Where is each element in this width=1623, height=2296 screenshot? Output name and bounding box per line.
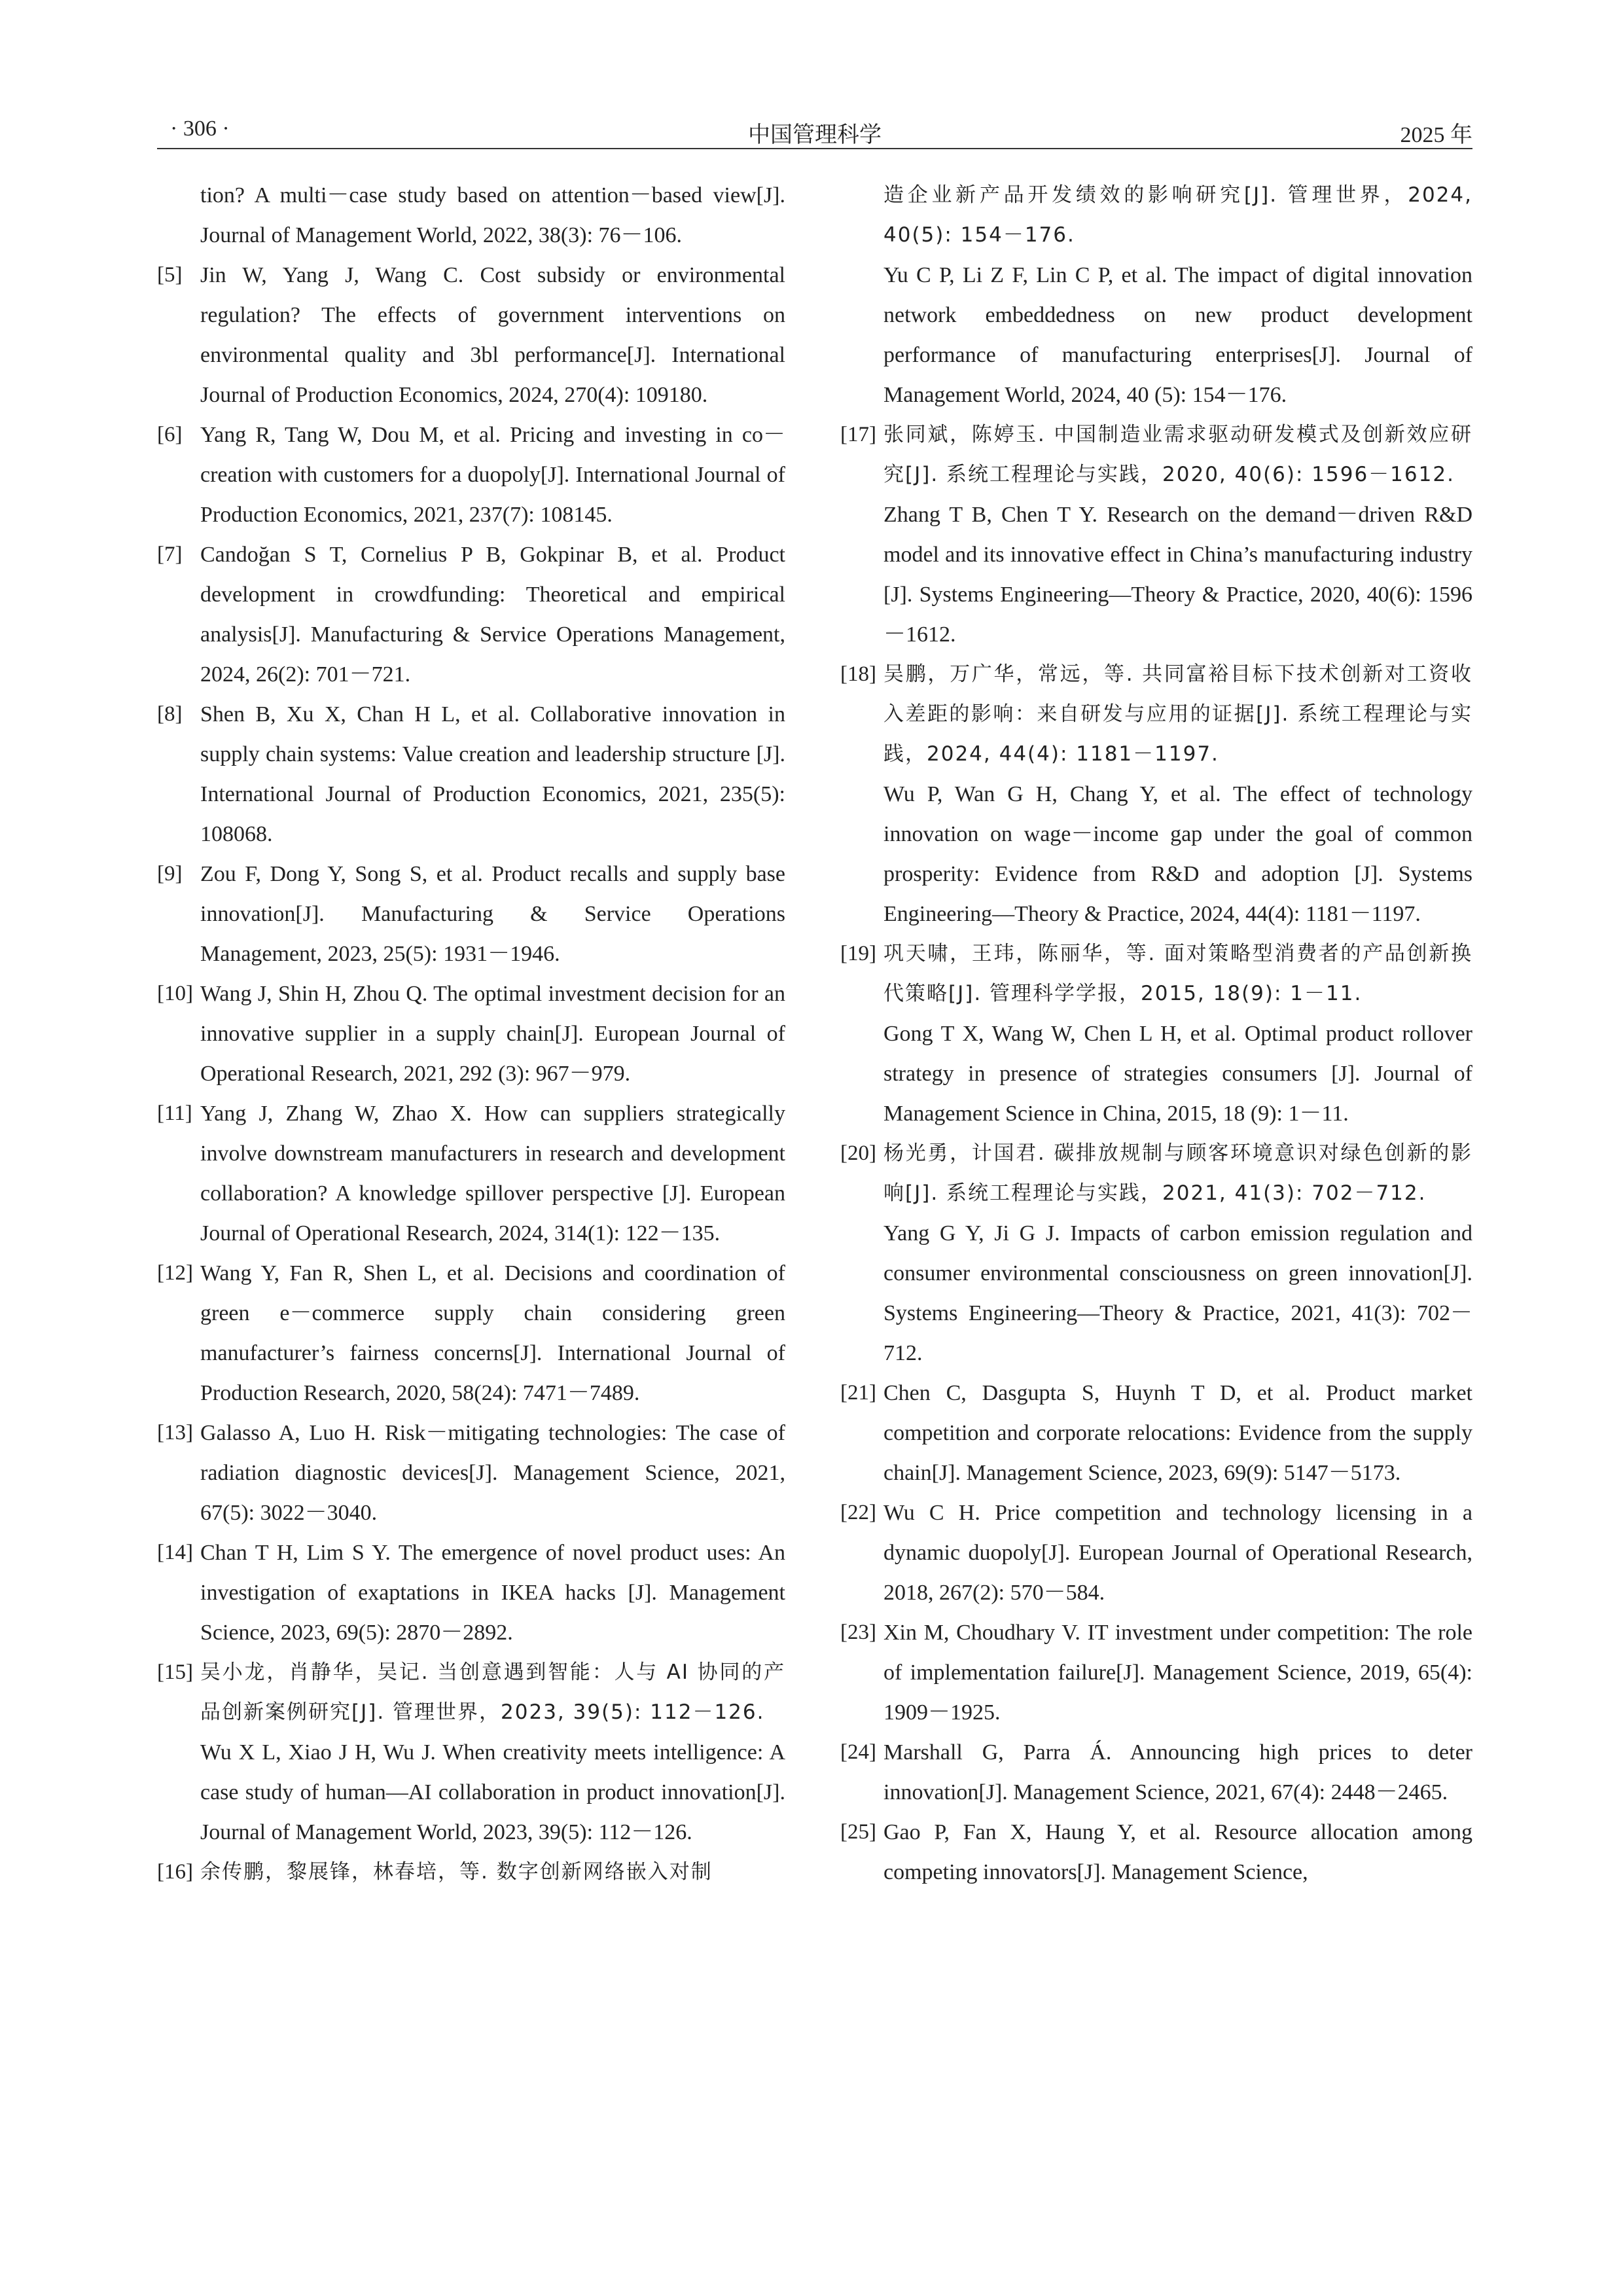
reference-text-english: Wu X L, Xiao J H, Wu J. When creativity meets intelligence: A case study of human—AI collaboration in product innovation[J]. Journal of Management World, 2023, 39(5): 112－126. [200, 1740, 785, 1844]
reference-number: [15] [157, 1660, 193, 1684]
reference-entry [840, 1493, 1472, 1613]
reference-number: [6] [157, 423, 183, 446]
reference-entry [157, 175, 785, 255]
reference-entry [157, 255, 785, 415]
reference-number: [12] [157, 1261, 193, 1285]
reference-entry [840, 1812, 1472, 1892]
reference-number: [24] [840, 1740, 876, 1764]
reference-number: [16] [157, 1860, 193, 1884]
reference-entry [157, 1253, 785, 1413]
reference-text-english: Chan T H, Lim S Y. The emergence of novel product uses: An investigation of exaptations in IKEA hacks [J]. Management Science, 2023, 69(5): 2870－2892. [200, 1541, 785, 1645]
reference-text-english: Yang G Y, Ji G J. Impacts of carbon emission regulation and consumer environmental consciousness on green innovation[J]. Systems Engineering—Theory & Practice, 2021, 41(3): 702－712. [883, 1221, 1472, 1365]
reference-number: [20] [840, 1141, 876, 1165]
reference-number: [10] [157, 982, 193, 1005]
reference-text-chinese: 杨光勇，计国君. 碳排放规制与顾客环境意识对绿色创新的影响[J]. 系统工程理论与实践，2021, 41(3): 702－712. [883, 1141, 1472, 1205]
reference-text-english: Yu C P, Li Z F, Lin C P, et al. The impact of digital innovation network embeddedness on new product development performance of manufacturing enterprises[J]. Journal of Management World, 2024, 40 (5): 154－176. [883, 263, 1472, 407]
reference-entry [840, 1613, 1472, 1732]
reference-text-english: Wu C H. Price competition and technology licensing in a dynamic duopoly[J]. European Journal of Operational Research, 2018, 267(2): 570－584. [883, 1501, 1472, 1605]
reference-text-english: Gao P, Fan X, Haung Y, et al. Resource allocation among competing innovators[J]. Management Science, [883, 1820, 1472, 1884]
reference-entry [157, 1852, 785, 1892]
reference-text-chinese: 吴鹏，万广华，常远，等. 共同富裕目标下技术创新对工资收入差距的影响：来自研发与应用的证据[J]. 系统工程理论与实践，2024, 44(4): 1181－1197. [883, 662, 1472, 766]
reference-entry [840, 415, 1472, 655]
reference-entry [157, 415, 785, 535]
reference-text-chinese: 余传鹏，黎展锋，林春培，等. 数字创新网络嵌入对制 [200, 1860, 713, 1884]
reference-number: [25] [840, 1820, 876, 1844]
reference-number: [7] [157, 543, 183, 566]
publication-year: 2025 年 [1400, 123, 1472, 147]
reference-number: [21] [840, 1381, 876, 1405]
reference-text-english: Zhang T B, Chen T Y. Research on the demand－driven R&D model and its innovative effect in China’s manufacturing industry [J]. Systems Engineering—Theory & Practice, 2020, 40(6): 1596－1612. [883, 503, 1472, 647]
reference-text-english: Jin W, Yang J, Wang C. Cost subsidy or environmental regulation? The effects of government interventions on environmental quality and 3bl performance[J]. International Journal of Production Economics, 2024, 270(4): 109180. [200, 263, 785, 407]
reference-entry [157, 854, 785, 974]
reference-entry [157, 974, 785, 1094]
reference-text-english: Wang J, Shin H, Zhou Q. The optimal investment decision for an innovative supplier in a supply chain[J]. European Journal of Operational Research, 2021, 292 (3): 967－979. [200, 982, 785, 1086]
reference-text-english: Yang R, Tang W, Dou M, et al. Pricing and investing in co－creation with customers for a duopoly[J]. International Journal of Production Economics, 2021, 237(7): 108145. [200, 423, 785, 527]
reference-entry [840, 1134, 1472, 1373]
reference-text-english: Wang Y, Fan R, Shen L, et al. Decisions and coordination of green e－commerce supply chain considering green manufacturer’s fairness concerns[J]. International Journal of Production Research, 2020, 58(24): 7471－7489. [200, 1261, 785, 1405]
reference-text-english: Gong T X, Wang W, Chen L H, et al. Optimal product rollover strategy in presence of strategies consumers [J]. Journal of Management Science in China, 2015, 18 (9): 1－11. [883, 1022, 1472, 1126]
reference-number: [23] [840, 1621, 876, 1644]
reference-text-english: Zou F, Dong Y, Song S, et al. Product recalls and supply base innovation[J]. Manufacturing & Service Operations Management, 2023, 25(5): 1931－1946. [200, 862, 785, 966]
reference-number: [18] [840, 662, 876, 686]
reference-text-english: Chen C, Dasgupta S, Huynh T D, et al. Product market competition and corporate relocations: Evidence from the supply chain[J]. Management Science, 2023, 69(9): 5147－5173. [883, 1381, 1472, 1485]
reference-entry [157, 1533, 785, 1653]
reference-number: [14] [157, 1541, 193, 1564]
reference-entry [840, 1373, 1472, 1493]
reference-entry [157, 1653, 785, 1852]
reference-entry [157, 694, 785, 854]
reference-text-english: Wu P, Wan G H, Chang Y, et al. The effect of technology innovation on wage－income gap under the goal of common prosperity: Evidence from R&D and adoption [J]. Systems Engineering—Theory & Practice, 2024, 44(4): 1181－1197. [883, 782, 1472, 926]
journal-title: 中国管理科学 [748, 123, 882, 147]
reference-column-right [840, 175, 1472, 1892]
reference-number: [9] [157, 862, 183, 886]
reference-number: [13] [157, 1421, 193, 1444]
reference-entry [157, 1094, 785, 1253]
reference-entry [840, 934, 1472, 1134]
reference-text-chinese: 吴小龙，肖静华，吴记. 当创意遇到智能：人与 AI 协同的产品创新案例研究[J]. 管理世界，2023, 39(5): 112－126. [200, 1660, 785, 1724]
reference-text-english: tion? A multi－case study based on attention－based view[J]. Journal of Management World, 2022, 38(3): 76－106. [200, 183, 785, 247]
reference-number: [5] [157, 263, 183, 287]
reference-column-left [157, 175, 785, 1892]
reference-entry [840, 655, 1472, 934]
running-header [157, 110, 1472, 152]
reference-number: [22] [840, 1501, 876, 1524]
reference-text-english: Shen B, Xu X, Chan H L, et al. Collaborative innovation in supply chain systems: Value creation and leadership structure [J]. International Journal of Production Economics, 2021, 235(5): 108068. [200, 702, 785, 846]
reference-number: [19] [840, 942, 876, 965]
reference-entry [840, 1732, 1472, 1812]
page-number: · 306 · [170, 117, 230, 141]
reference-entry [157, 1413, 785, 1533]
reference-text-chinese: 张同斌，陈婷玉. 中国制造业需求驱动研发模式及创新效应研究[J]. 系统工程理论与实践，2020, 40(6): 1596－1612. [883, 423, 1472, 486]
reference-text-english: Candoğan S T, Cornelius P B, Gokpinar B, et al. Product development in crowdfunding: Theoretical and empirical analysis[J]. Manufacturing & Service Operations Management, 2024, 26(2): 701－721. [200, 543, 785, 687]
reference-entry [840, 175, 1472, 415]
reference-text-english: Yang J, Zhang W, Zhao X. How can suppliers strategically involve downstream manufacturers in research and development collaboration? A knowledge spillover perspective [J]. European Journal of Operational Research, 2024, 314(1): 122－135. [200, 1102, 785, 1246]
reference-entry [157, 535, 785, 694]
reference-text-chinese: 巩天啸，王玮，陈丽华，等. 面对策略型消费者的产品创新换代策略[J]. 管理科学学报，2015, 18(9): 1－11. [883, 942, 1472, 1005]
header-rule [157, 148, 1472, 149]
reference-text-english: Galasso A, Luo H. Risk－mitigating technologies: The case of radiation diagnostic devices[J]. Management Science, 2021, 67(5): 3022－3040. [200, 1421, 785, 1525]
reference-text-english: Xin M, Choudhary V. IT investment under competition: The role of implementation failure[J]. Management Science, 2019, 65(4): 1909－1925. [883, 1621, 1472, 1725]
reference-number: [8] [157, 702, 183, 726]
reference-number: [11] [157, 1102, 192, 1125]
reference-text-english: Marshall G, Parra Á. Announcing high prices to deter innovation[J]. Management Science, 2021, 67(4): 2448－2465. [883, 1740, 1472, 1804]
reference-text-chinese: 造企业新产品开发绩效的影响研究[J]. 管理世界，2024, 40(5): 154－176. [883, 183, 1472, 247]
reference-number: [17] [840, 423, 876, 446]
